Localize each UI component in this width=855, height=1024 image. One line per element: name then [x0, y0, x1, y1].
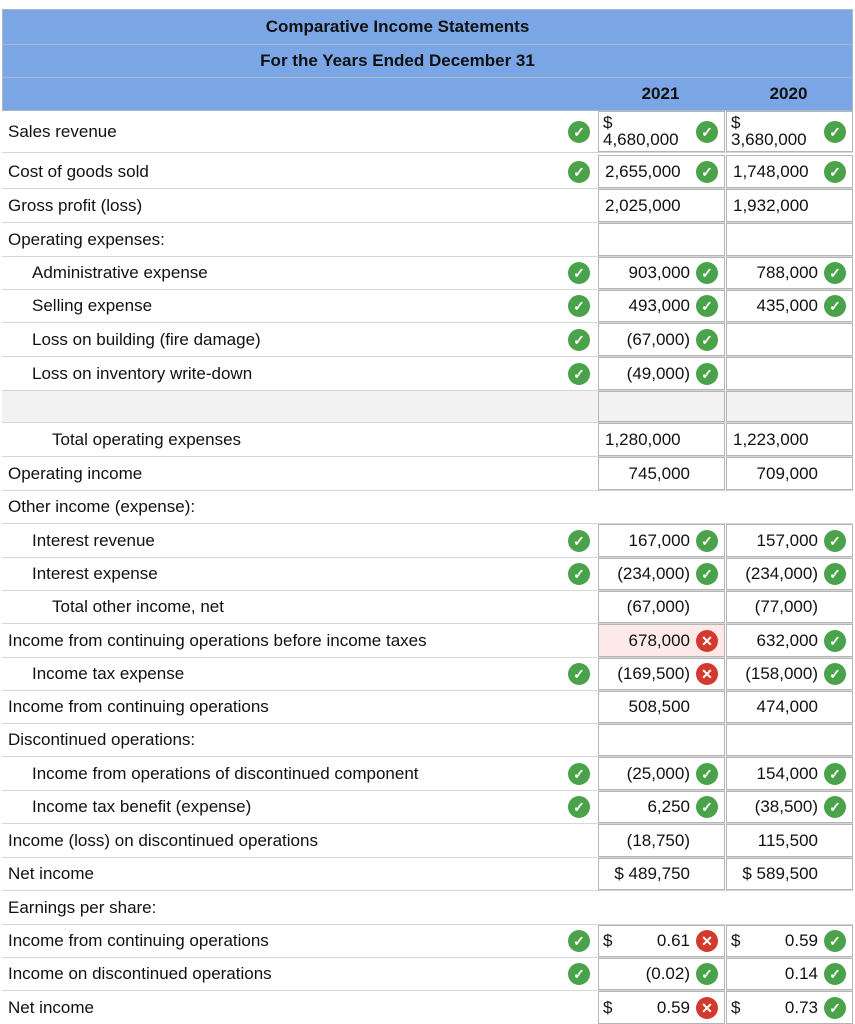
- check-icon: ✓: [568, 930, 590, 952]
- check-icon: ✓: [568, 663, 590, 685]
- table-row: [2, 958, 853, 991]
- dollar-sign: $: [603, 112, 613, 132]
- sales-revenue-2021-value: [603, 112, 679, 151]
- value-text: 709,000: [756, 463, 818, 483]
- income-cont-ops-2021-input[interactable]: [598, 691, 725, 723]
- row-label: Total operating expenses: [52, 429, 242, 449]
- table-row: [2, 925, 853, 958]
- table-row: [2, 824, 853, 858]
- dollar-sign: $: [731, 931, 741, 950]
- value-text: 632,000: [756, 630, 818, 650]
- row-label: Income tax expense: [32, 664, 185, 683]
- row-label: Income from operations of discontinued component: [32, 763, 419, 783]
- disc-ops-2020-input[interactable]: [726, 824, 853, 857]
- eps-net-2021-input[interactable]: [598, 991, 725, 1024]
- selling-2020-input[interactable]: [726, 290, 853, 322]
- empty-cell[interactable]: [598, 391, 725, 422]
- interest-revenue-2021-input[interactable]: [598, 524, 725, 557]
- value-text: 678,000: [628, 630, 690, 650]
- table-row: [2, 111, 853, 153]
- interest-expense-2021-input[interactable]: [598, 558, 725, 590]
- eps-cont-2020-input[interactable]: [726, 925, 853, 957]
- table-row: [2, 991, 853, 1024]
- check-icon: ✓: [824, 161, 846, 183]
- row-label: Operating income: [8, 463, 143, 483]
- cogs-2021-input[interactable]: [598, 155, 725, 188]
- check-icon: ✓: [824, 295, 846, 317]
- value-text: (49,000): [626, 363, 690, 383]
- table-row: [2, 624, 853, 658]
- income-before-tax-2020-input[interactable]: [726, 624, 853, 657]
- value-text: 0.14: [784, 964, 818, 983]
- disc-component-2020-input[interactable]: [726, 757, 853, 790]
- net-income-2021-input[interactable]: [598, 858, 725, 890]
- sales-revenue-2020-input[interactable]: [726, 111, 853, 152]
- title-text: Comparative Income Statements: [265, 17, 530, 36]
- row-label: Discontinued operations:: [8, 730, 196, 749]
- value-text: (67,000): [626, 597, 690, 616]
- row-label: Income on discontinued operations: [8, 964, 272, 983]
- total-opex-2020-input[interactable]: [726, 423, 853, 456]
- gross-profit-2021-input[interactable]: [598, 189, 725, 222]
- table-row: [2, 189, 853, 223]
- check-icon: ✓: [824, 663, 846, 685]
- value-text: $ 589,500: [742, 864, 818, 883]
- value-text: 0.59: [656, 997, 690, 1017]
- disc-ops-2021-input[interactable]: [598, 824, 725, 857]
- sales-revenue-2021-input[interactable]: [598, 111, 725, 152]
- value-text: 1,223,000: [733, 429, 809, 449]
- loss-building-2020-input[interactable]: [726, 323, 853, 356]
- value-text: 3,680,000: [731, 129, 807, 149]
- interest-expense-2020-input[interactable]: [726, 558, 853, 590]
- value-text: 4,680,000: [603, 129, 679, 149]
- row-label: Loss on building (fire damage): [32, 329, 261, 349]
- check-icon: ✓: [696, 963, 718, 985]
- value-text: (38,500): [754, 797, 818, 816]
- check-icon: ✓: [696, 121, 718, 143]
- incorrect-icon: ✕: [696, 630, 718, 652]
- value-text: (169,500): [617, 664, 690, 683]
- check-icon: ✓: [568, 963, 590, 985]
- row-label: Loss on inventory write-down: [32, 363, 253, 383]
- value-text: (234,000): [617, 564, 690, 583]
- gross-profit-2020-input[interactable]: [726, 189, 853, 222]
- row-label: Earnings per share:: [8, 897, 157, 917]
- row-label: Net income: [8, 997, 94, 1017]
- blank-row: [2, 391, 853, 423]
- table-title: [2, 9, 853, 45]
- row-label: Gross profit (loss): [8, 195, 143, 215]
- value-text: 0.61: [656, 931, 690, 950]
- check-icon: ✓: [568, 161, 590, 183]
- admin-2020-input[interactable]: [726, 257, 853, 289]
- row-label: Total other income, net: [52, 597, 224, 616]
- eps-net-2020-input[interactable]: [726, 991, 853, 1024]
- table-row: [2, 558, 853, 591]
- row-label: Cost of goods sold: [8, 161, 149, 181]
- table-row: [2, 591, 853, 624]
- check-icon: ✓: [824, 262, 846, 284]
- row-label: Operating expenses:: [8, 229, 165, 249]
- check-icon: ✓: [696, 763, 718, 785]
- cogs-2020-input[interactable]: [726, 155, 853, 188]
- value-text: 1,280,000: [605, 429, 681, 449]
- year-2020-header: 2020: [769, 84, 808, 103]
- check-icon: ✓: [824, 963, 846, 985]
- value-text: 0.59: [784, 931, 818, 950]
- disc-component-2021-input[interactable]: [598, 757, 725, 790]
- row-label: Interest revenue: [32, 530, 155, 550]
- tax-benefit-2021-input[interactable]: [598, 791, 725, 823]
- row-label: Income from continuing operations: [8, 697, 269, 716]
- eps-disc-2021-input[interactable]: [598, 958, 725, 990]
- value-text: 508,500: [628, 697, 690, 716]
- value-text: (234,000): [745, 564, 818, 583]
- table-row: [2, 791, 853, 824]
- loss-inventory-2021-input[interactable]: [598, 357, 725, 390]
- table-row: [2, 323, 853, 357]
- selling-2021-input[interactable]: [598, 290, 725, 322]
- value-text: 0.73: [784, 997, 818, 1017]
- check-icon: ✓: [696, 262, 718, 284]
- year-2021-header: 2021: [641, 84, 680, 103]
- table-row: [2, 891, 853, 925]
- check-icon: ✓: [824, 630, 846, 652]
- check-icon: ✓: [824, 121, 846, 143]
- row-label: Other income (expense):: [8, 497, 196, 516]
- operating-income-2021-input[interactable]: [598, 457, 725, 490]
- value-text: (67,000): [626, 329, 690, 349]
- check-icon: ✓: [696, 161, 718, 183]
- table-row: [2, 423, 853, 457]
- value-text: 903,000: [628, 263, 690, 282]
- income-tax-2021-input[interactable]: [598, 658, 725, 690]
- table-row: [2, 290, 853, 323]
- check-icon: ✓: [824, 530, 846, 552]
- check-icon: ✓: [824, 796, 846, 818]
- row-label: Income (loss) on discontinued operations: [8, 830, 318, 850]
- income-before-tax-2021-input[interactable]: [598, 624, 725, 657]
- value-text: $ 489,750: [614, 864, 690, 883]
- empty-cell: [598, 724, 725, 756]
- check-icon: ✓: [568, 329, 590, 351]
- empty-cell: [726, 724, 853, 756]
- table-row: [2, 457, 853, 491]
- value-text: 167,000: [628, 530, 690, 550]
- dollar-sign: $: [603, 997, 613, 1017]
- value-text: 493,000: [628, 296, 690, 315]
- empty-cell: [726, 223, 853, 256]
- empty-cell: [598, 223, 725, 256]
- check-icon: ✓: [568, 763, 590, 785]
- check-icon: ✓: [824, 563, 846, 585]
- check-icon: ✓: [568, 563, 590, 585]
- value-text: (25,000): [626, 763, 690, 783]
- eps-disc-2020-input[interactable]: [726, 958, 853, 990]
- row-label: Income tax benefit (expense): [32, 797, 252, 816]
- dollar-sign: $: [603, 931, 613, 950]
- value-text: 435,000: [756, 296, 818, 315]
- value-text: 2,655,000: [605, 161, 681, 181]
- value-text: (0.02): [645, 964, 690, 983]
- check-icon: ✓: [696, 563, 718, 585]
- tax-benefit-2020-input[interactable]: [726, 791, 853, 823]
- row-label: Sales revenue: [8, 121, 117, 141]
- table-row: [2, 757, 853, 791]
- value-text: (158,000): [745, 664, 818, 683]
- value-text: 154,000: [756, 763, 818, 783]
- row-label: Net income: [8, 864, 94, 883]
- sales-revenue-2020-value: [731, 112, 807, 151]
- check-icon: ✓: [696, 530, 718, 552]
- dollar-sign: $: [731, 997, 741, 1017]
- check-icon: ✓: [568, 530, 590, 552]
- loss-building-2021-input[interactable]: [598, 323, 725, 356]
- total-other-2021-input[interactable]: [598, 591, 725, 623]
- check-icon: ✓: [824, 763, 846, 785]
- total-other-2020-input[interactable]: [726, 591, 853, 623]
- value-text: (77,000): [754, 597, 818, 616]
- loss-inventory-2020-input[interactable]: [726, 357, 853, 390]
- empty-cell[interactable]: [726, 391, 853, 422]
- check-icon: ✓: [568, 796, 590, 818]
- incorrect-icon: ✕: [696, 930, 718, 952]
- row-label: Income from continuing operations: [8, 931, 269, 950]
- row-label: Income from continuing operations before income taxes: [8, 630, 427, 650]
- table-row: [2, 658, 853, 691]
- value-text: 115,500: [757, 830, 818, 850]
- table-row: [2, 257, 853, 290]
- value-text: 2,025,000: [605, 195, 681, 215]
- table-row: [2, 691, 853, 724]
- table-row: [2, 223, 853, 257]
- value-text: (18,750): [626, 830, 690, 850]
- table-row: [2, 155, 853, 189]
- subtitle-text: For the Years Ended December 31: [260, 51, 535, 70]
- value-text: 157,000: [756, 530, 818, 550]
- row-label: Selling expense: [32, 296, 153, 315]
- check-icon: ✓: [568, 363, 590, 385]
- net-income-2020-input[interactable]: [726, 858, 853, 890]
- income-tax-2020-input[interactable]: [726, 658, 853, 690]
- admin-2021-input[interactable]: [598, 257, 725, 289]
- table-subtitle: [2, 44, 853, 78]
- interest-revenue-2020-input[interactable]: [726, 524, 853, 557]
- eps-cont-2021-input[interactable]: [598, 925, 725, 957]
- row-label: Interest expense: [32, 564, 158, 583]
- check-icon: ✓: [696, 295, 718, 317]
- value-text: 1,748,000: [733, 161, 809, 181]
- table-row: [2, 724, 853, 757]
- value-text: 1,932,000: [733, 195, 809, 215]
- value-text: 788,000: [756, 263, 818, 282]
- income-cont-ops-2020-input[interactable]: [726, 691, 853, 723]
- value-text: 745,000: [628, 463, 690, 483]
- row-label: Administrative expense: [32, 263, 208, 282]
- table-row: [2, 524, 853, 558]
- check-icon: ✓: [824, 997, 846, 1019]
- year-header-row: [2, 77, 853, 111]
- check-icon: ✓: [568, 262, 590, 284]
- table-row: [2, 491, 853, 524]
- incorrect-icon: ✕: [696, 997, 718, 1019]
- check-icon: ✓: [696, 796, 718, 818]
- check-icon: ✓: [568, 121, 590, 143]
- table-row: [2, 357, 853, 391]
- value-text: 474,000: [756, 697, 818, 716]
- check-icon: ✓: [824, 930, 846, 952]
- incorrect-icon: ✕: [696, 663, 718, 685]
- check-icon: ✓: [696, 329, 718, 351]
- total-opex-2021-input[interactable]: [598, 423, 725, 456]
- operating-income-2020-input[interactable]: [726, 457, 853, 490]
- dollar-sign: $: [731, 112, 741, 132]
- value-text: 6,250: [647, 797, 690, 816]
- check-icon: ✓: [696, 363, 718, 385]
- check-icon: ✓: [568, 295, 590, 317]
- table-row: [2, 858, 853, 891]
